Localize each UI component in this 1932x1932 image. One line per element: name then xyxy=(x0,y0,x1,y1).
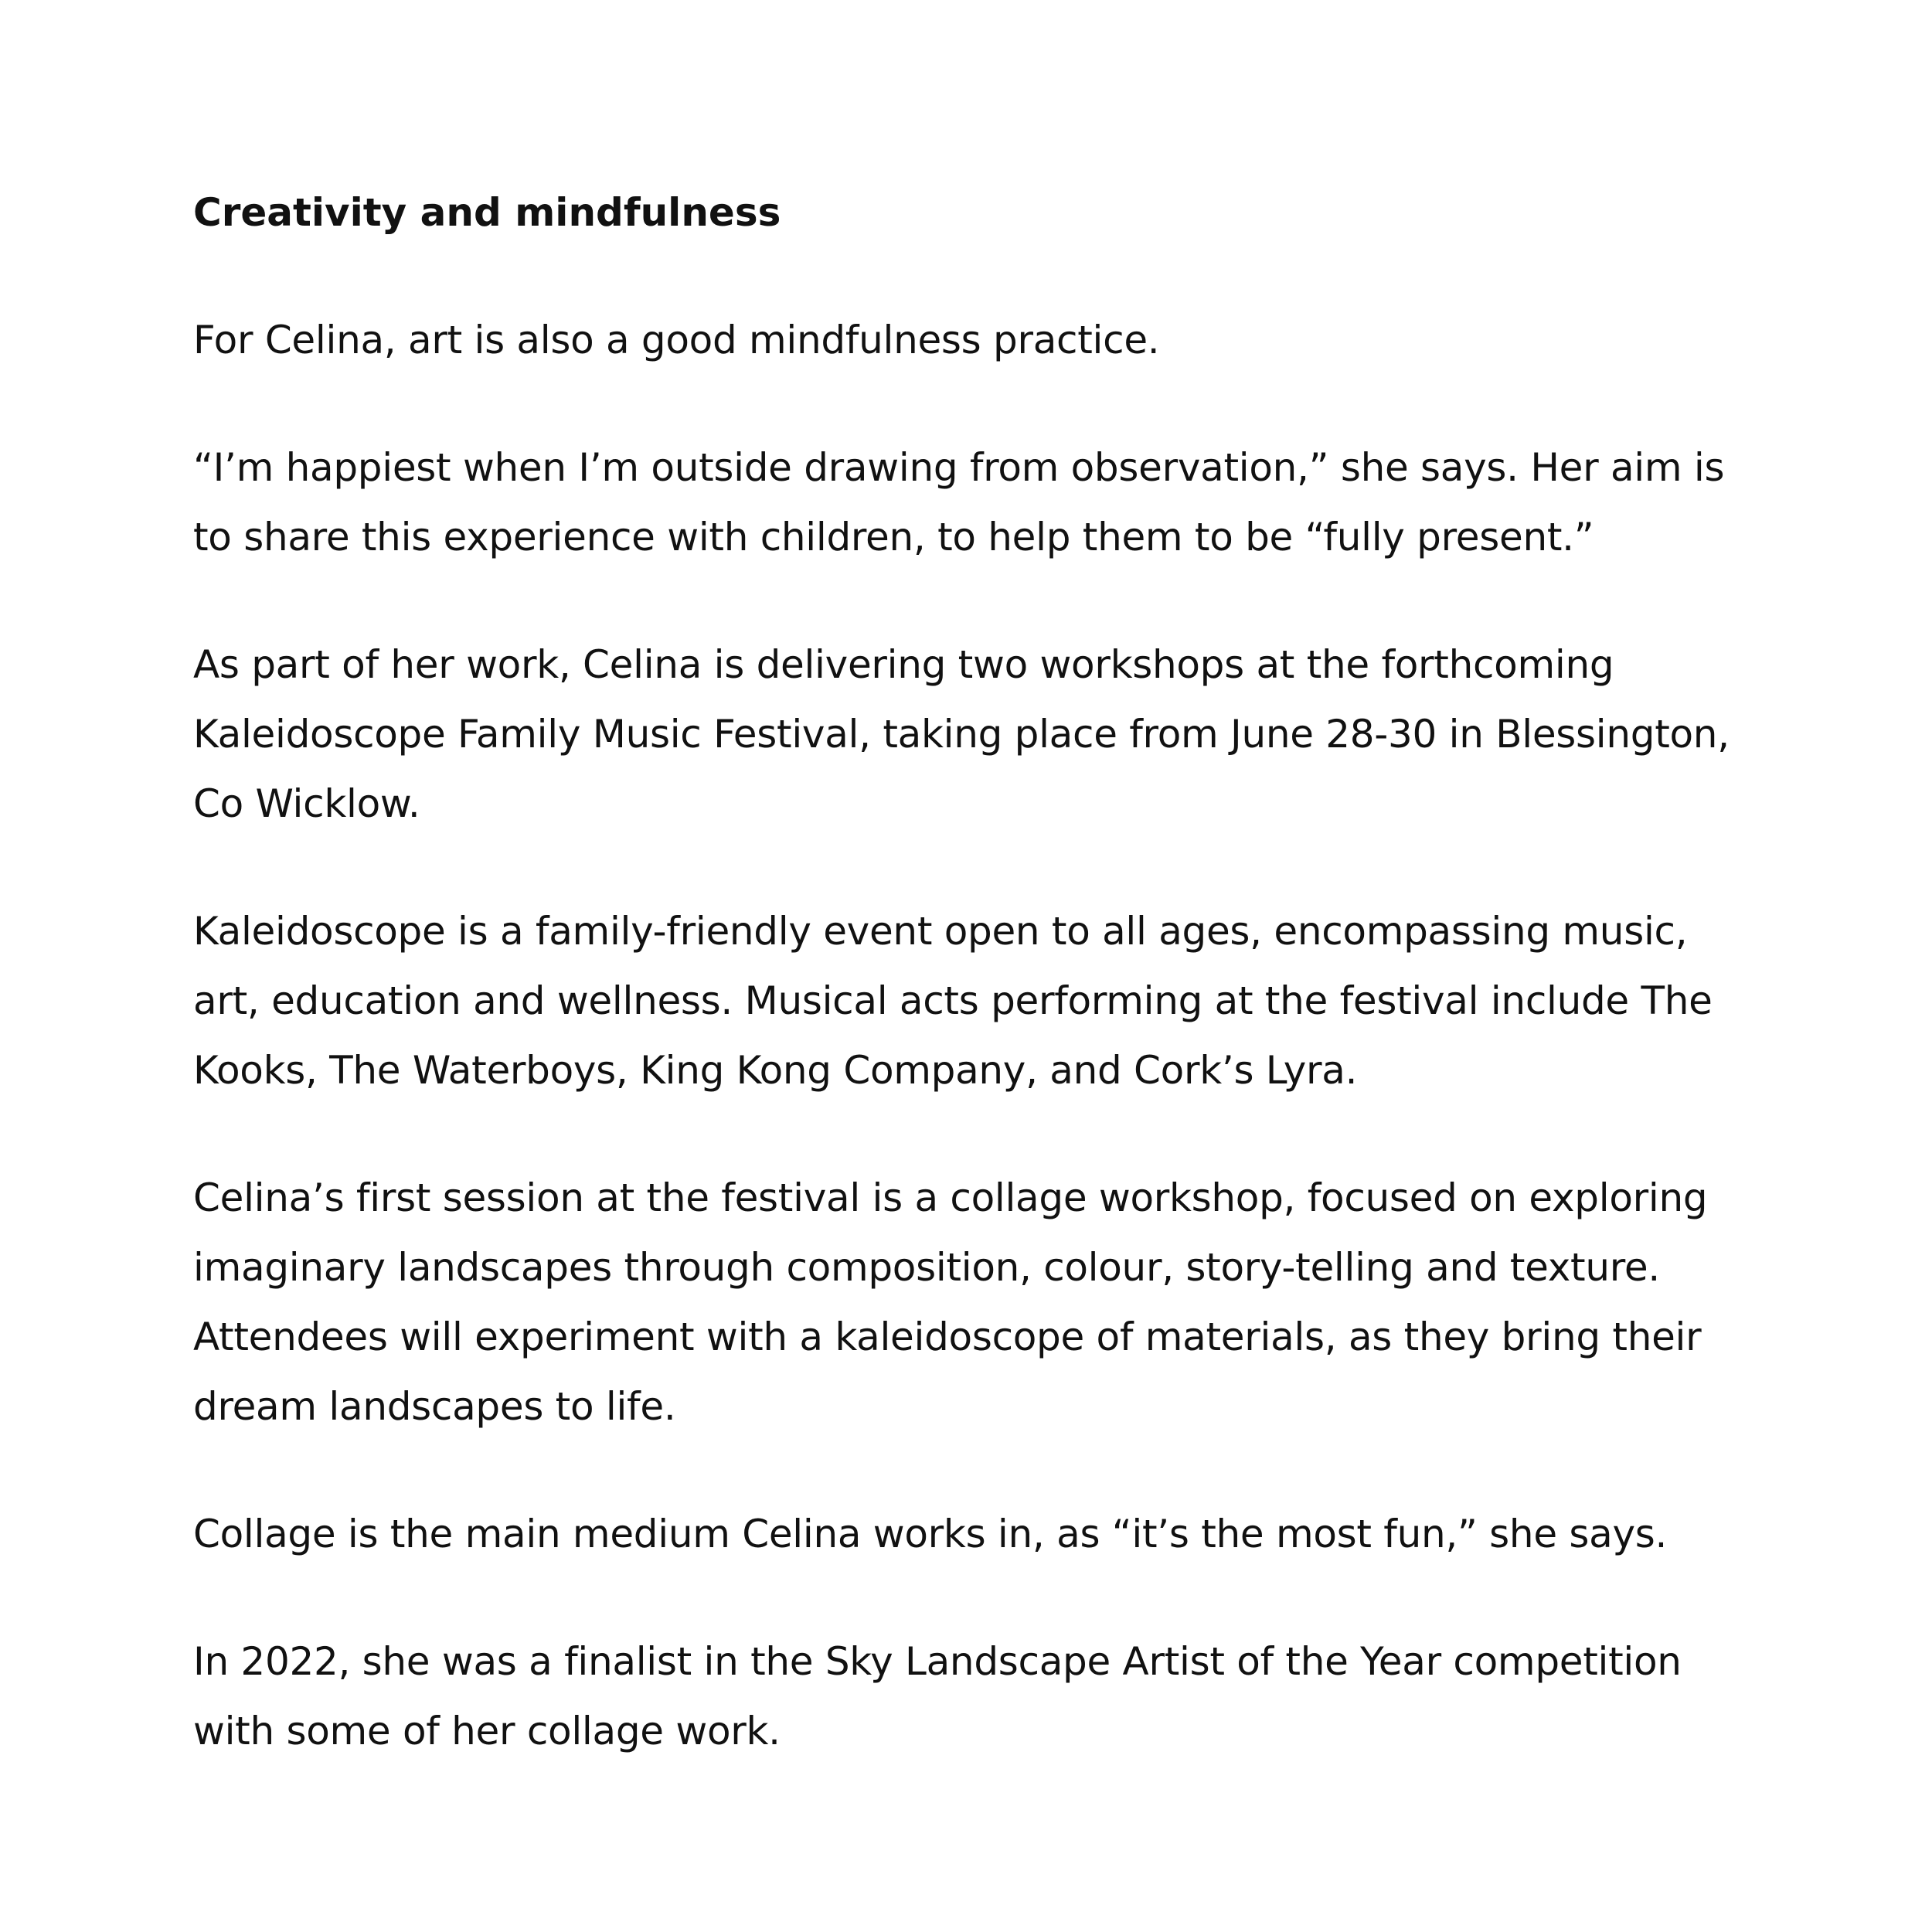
paragraph-line: art, education and wellness. Musical acts performing at the festival include The xyxy=(193,978,1713,1023)
paragraph-line: Co Wicklow. xyxy=(193,781,420,826)
paragraph-line: For Celina, art is also a good mindfulness practice. xyxy=(193,318,1160,362)
paragraph xyxy=(193,630,1777,838)
paragraph-line: “I’m happiest when I’m outside drawing from observation,” she says. Her aim is xyxy=(193,445,1725,490)
paragraph-line: imaginary landscapes through composition, colour, story-telling and texture. xyxy=(193,1245,1660,1290)
paragraph-line: In 2022, she was a finalist in the Sky Landscape Artist of the Year competition xyxy=(193,1639,1682,1684)
section-heading: Creativity and mindfulness xyxy=(193,190,781,235)
paragraph-line: As part of her work, Celina is delivering two workshops at the forthcoming xyxy=(193,642,1614,687)
paragraph xyxy=(193,1163,1777,1441)
paragraph-line: with some of her collage work. xyxy=(193,1709,781,1753)
paragraph xyxy=(193,1499,1777,1569)
paragraph xyxy=(193,305,1777,375)
paragraph-line: Kooks, The Waterboys, King Kong Company, and Cork’s Lyra. xyxy=(193,1048,1358,1093)
paragraph xyxy=(193,1627,1777,1766)
paragraph-line: Collage is the main medium Celina works in, as “it’s the most fun,” she says. xyxy=(193,1512,1668,1556)
paragraph-line: dream landscapes to life. xyxy=(193,1384,676,1429)
paragraph-line: Kaleidoscope is a family-friendly event open to all ages, encompassing music, xyxy=(193,909,1688,954)
paragraph xyxy=(193,433,1777,572)
article-body xyxy=(193,178,1777,1824)
paragraph-line: to share this experience with children, to help them to be “fully present.” xyxy=(193,515,1594,560)
paragraph-line: Celina’s first session at the festival is a collage workshop, focused on exploring xyxy=(193,1175,1708,1220)
paragraph xyxy=(193,896,1777,1105)
paragraph-line: Kaleidoscope Family Music Festival, taking place from June 28-30 in Blessington, xyxy=(193,712,1730,757)
paragraph-line: Attendees will experiment with a kaleidoscope of materials, as they bring their xyxy=(193,1315,1702,1359)
